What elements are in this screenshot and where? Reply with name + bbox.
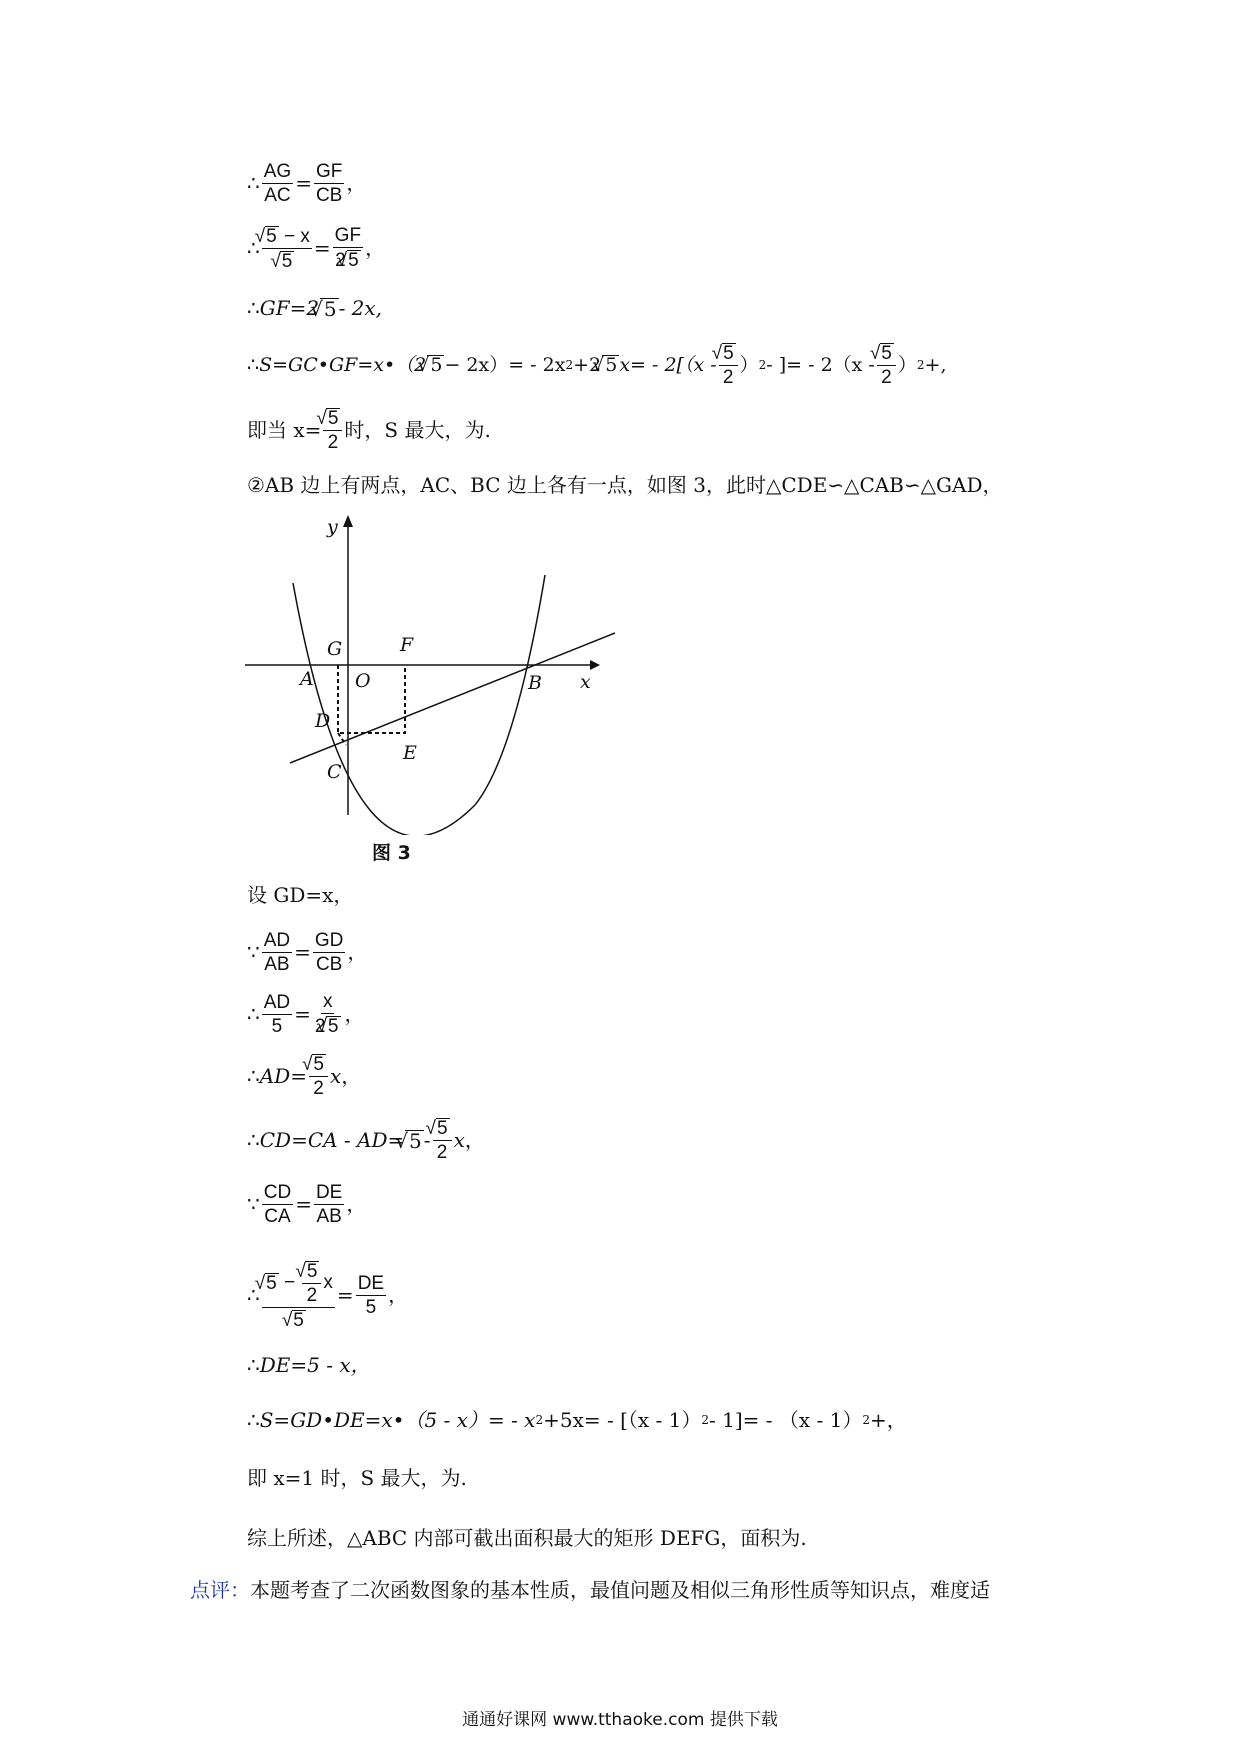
text: S=GD•DE=x•（5 - x）= - x bbox=[259, 1408, 536, 1432]
label-y: y bbox=[327, 516, 338, 538]
y-axis-arrow bbox=[343, 515, 353, 527]
sqrt: √ 5 bbox=[347, 250, 361, 270]
text: +, bbox=[924, 353, 947, 376]
frac-num bbox=[877, 343, 896, 366]
eq-ag-ac: ∴ $\frac{AG}{AC}$ = $\frac{GF}{CB}$ ， bbox=[247, 160, 367, 206]
therefore-symbol: ∴ bbox=[247, 1353, 260, 1377]
eq-ad-ab: ∵ $\frac{AD}{AB}$ = $\frac{GD}{CB}$ ， bbox=[247, 929, 368, 975]
text: +， bbox=[870, 1408, 907, 1432]
summary: 综上所述，△ABC 内部可截出面积最大的矩形 DEFG，面积为. bbox=[247, 1526, 807, 1550]
frac-den bbox=[313, 1014, 343, 1036]
frac-num: DE bbox=[315, 1181, 343, 1203]
eq-gf bbox=[247, 288, 382, 328]
frac-num bbox=[302, 1261, 321, 1284]
therefore-symbol: ∴ bbox=[247, 1064, 260, 1088]
text: 时，S 最大，为. bbox=[344, 418, 491, 442]
therefore-symbol: ∴ bbox=[247, 1408, 260, 1432]
eq-complex-ratio: ∴ √ 5 − √ $\frac{5}{2}$ x √ 5 = $\frac{DE}{5}$ ， bbox=[247, 1265, 408, 1325]
figure-caption: 图 3 bbox=[372, 842, 411, 864]
frac-num bbox=[433, 1118, 452, 1141]
frac-den: 2 bbox=[436, 1142, 448, 1163]
therefore-symbol: ∴ bbox=[247, 236, 260, 260]
fraction bbox=[309, 1054, 328, 1098]
sqrt: √ 5 bbox=[722, 343, 736, 363]
fraction bbox=[356, 1274, 386, 1317]
frac-den: 2 bbox=[881, 367, 892, 388]
frac-den: CA bbox=[264, 1205, 291, 1227]
text: − 2x）= - 2x bbox=[444, 353, 566, 376]
fraction bbox=[262, 931, 292, 974]
frac-den: 2 bbox=[313, 1078, 324, 1099]
fraction bbox=[313, 992, 343, 1036]
fraction bbox=[323, 408, 342, 452]
text: GF=2 bbox=[259, 296, 320, 320]
frac-num: x bbox=[322, 991, 333, 1012]
sqrt: √ 5 bbox=[265, 226, 279, 246]
label-c: C bbox=[327, 761, 342, 783]
sup: 2 bbox=[758, 358, 767, 372]
fraction bbox=[333, 226, 363, 270]
sqrt: √ 5 bbox=[427, 355, 444, 375]
text: ） bbox=[897, 353, 917, 376]
frac-num: GD bbox=[314, 929, 344, 951]
eq-sqrt-ratio: ∴ √ 5 − x √ 5 = $\frac{GF}{2√ 5}$ ， bbox=[247, 228, 385, 268]
fraction bbox=[314, 162, 344, 205]
fraction bbox=[877, 343, 896, 387]
because-symbol: ∵ bbox=[247, 1192, 260, 1216]
frac-den bbox=[333, 248, 363, 270]
frac-num: CD bbox=[263, 1181, 292, 1203]
frac-num: GF bbox=[315, 160, 343, 182]
sqrt: √ 5 bbox=[305, 1261, 319, 1281]
sqrt: √ 5 bbox=[280, 251, 294, 271]
frac-num bbox=[262, 226, 312, 249]
frac-den: CB bbox=[315, 953, 343, 975]
text: - ]= - 2（x - bbox=[766, 353, 875, 376]
text: 2 bbox=[314, 1016, 326, 1037]
frac-den: 2 bbox=[722, 367, 734, 388]
label-b: B bbox=[528, 672, 542, 694]
frac-num: GF bbox=[334, 225, 362, 246]
label-g: G bbox=[327, 638, 343, 660]
fraction bbox=[719, 343, 738, 387]
sqrt: √ 5 bbox=[326, 1016, 340, 1036]
comment-text: 本题考查了二次函数图象的基本性质，最值问题及相似三角形性质等知识点，难度适 bbox=[250, 1578, 990, 1602]
fraction bbox=[313, 931, 346, 974]
fraction bbox=[314, 1183, 344, 1226]
therefore-symbol: ∴ bbox=[247, 171, 260, 195]
frac-den: 2 bbox=[306, 1284, 318, 1306]
frac-num bbox=[309, 1054, 328, 1077]
label-o: O bbox=[355, 670, 371, 692]
frac-den bbox=[277, 249, 296, 271]
label-d: D bbox=[315, 710, 331, 732]
sqrt: √ 5 bbox=[265, 1273, 279, 1293]
frac-num: AG bbox=[263, 160, 292, 182]
therefore-symbol: ∴ bbox=[247, 1128, 260, 1152]
sqrt: √ 5 bbox=[320, 298, 338, 319]
therefore-symbol: ∴ bbox=[247, 1283, 260, 1307]
text: − x bbox=[278, 225, 310, 247]
text: DE=5 - x， bbox=[259, 1353, 371, 1377]
footer: 通通好课网 www.tthaoke.com 提供下载 bbox=[462, 1710, 778, 1730]
because-symbol: ∵ bbox=[247, 940, 260, 964]
eq-s-area bbox=[247, 343, 947, 388]
frac-num bbox=[719, 343, 738, 366]
text: x= - 2[（x - bbox=[619, 353, 717, 376]
case-2-intro: ②AB 边上有两点，AC、BC 边上各有一点，如图 3，此时△CDE∽△CAB∽△GAD， bbox=[247, 473, 1003, 497]
figure-3-graph bbox=[245, 505, 625, 835]
label-a: A bbox=[300, 668, 314, 690]
fraction bbox=[433, 1118, 452, 1162]
fraction bbox=[262, 226, 312, 271]
frac-den: 5 bbox=[365, 1296, 377, 1318]
fraction bbox=[262, 162, 293, 205]
text: - 2x, bbox=[338, 296, 383, 320]
sup: 2 bbox=[701, 1413, 710, 1427]
text: - bbox=[423, 1128, 431, 1152]
parabola bbox=[293, 583, 475, 835]
frac-num: √ 5 − √ $\frac{5}{2}$ x bbox=[262, 1261, 335, 1308]
therefore-symbol: ∴ bbox=[247, 353, 260, 376]
conclusion-2: 即 x=1 时，S 最大，为. bbox=[247, 1466, 467, 1490]
sqrt: √ 5 bbox=[292, 1310, 306, 1330]
comment bbox=[190, 1570, 990, 1610]
therefore-symbol: ∴ bbox=[247, 296, 260, 320]
eq-cd: ∴ CD=CA - AD= √ 5 - √ $\frac{5}{2}$ x ， bbox=[247, 1120, 485, 1160]
text: +5x= - [（x - 1） bbox=[543, 1408, 702, 1432]
frac-den: AB bbox=[316, 1205, 342, 1227]
set-gd: 设 GD=x， bbox=[247, 883, 354, 907]
sqrt: √ 5 bbox=[312, 1054, 326, 1074]
fraction bbox=[262, 1261, 335, 1330]
fraction bbox=[302, 1261, 321, 1305]
sqrt: √ 5 bbox=[436, 1118, 450, 1138]
text: CD=CA - AD= bbox=[259, 1128, 405, 1152]
frac-den bbox=[289, 1308, 308, 1330]
sqrt: √ 5 bbox=[326, 408, 340, 428]
sqrt: √ 5 bbox=[405, 1130, 423, 1151]
eq-cd-ca: ∵ $\frac{CD}{CA}$ = $\frac{DE}{AB}$ ， bbox=[247, 1181, 367, 1227]
sup: 2 bbox=[535, 1413, 544, 1427]
label-e: E bbox=[403, 742, 417, 764]
eq-ad: ∴ AD= √ $\frac{5}{2}$ x ， bbox=[247, 1056, 361, 1096]
frac-den: CB bbox=[315, 184, 343, 206]
frac-den: AB bbox=[264, 953, 290, 975]
label-x: x bbox=[580, 671, 591, 693]
comment-label: 点评： bbox=[190, 1578, 250, 1602]
eq-de bbox=[247, 1345, 371, 1385]
frac-num bbox=[323, 408, 342, 431]
label-f: F bbox=[400, 634, 414, 656]
text: - 1]= - （x - 1） bbox=[709, 1408, 863, 1432]
sup: 2 bbox=[862, 1413, 871, 1427]
sqrt: √ 5 bbox=[602, 355, 619, 375]
sqrt: √ 5 bbox=[880, 343, 894, 363]
text: 2 bbox=[335, 250, 346, 271]
frac-den: 2 bbox=[327, 432, 339, 453]
text: 即当 x= bbox=[247, 418, 322, 442]
fraction bbox=[262, 993, 292, 1036]
eq-s-area-2 bbox=[247, 1400, 907, 1440]
frac-den: 5 bbox=[271, 1015, 283, 1037]
frac-num: AD bbox=[263, 991, 291, 1013]
sup: 2 bbox=[916, 358, 925, 372]
text: AD= bbox=[259, 1064, 307, 1088]
frac-num: AD bbox=[263, 929, 291, 951]
conclusion-1 bbox=[247, 408, 491, 453]
fraction bbox=[262, 1183, 293, 1226]
text: ） bbox=[739, 353, 759, 376]
frac-den: AC bbox=[264, 184, 291, 206]
text: +2 bbox=[573, 353, 602, 376]
x-axis-arrow bbox=[590, 660, 600, 670]
frac-num: DE bbox=[357, 1272, 385, 1294]
therefore-symbol: ∴ bbox=[247, 1002, 260, 1026]
sup: 2 bbox=[565, 358, 574, 372]
eq-ad-5: ∴ $\frac{AD}{5}$ = $\frac{x}{2√ 5}$ ， bbox=[247, 994, 365, 1034]
text: S=GC•GF=x•（2 bbox=[259, 353, 427, 376]
